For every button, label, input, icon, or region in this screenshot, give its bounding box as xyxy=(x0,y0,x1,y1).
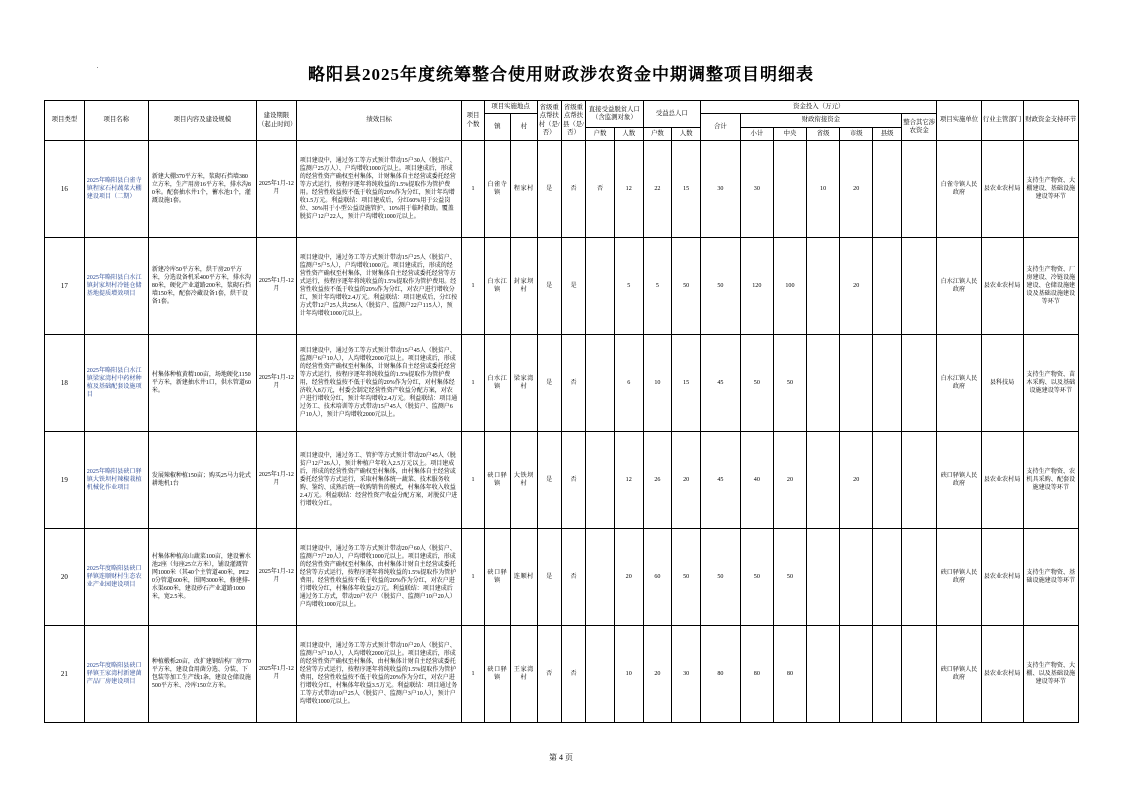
cell-city xyxy=(840,626,873,723)
cell-city: 20 xyxy=(840,238,873,335)
cell-ben-households: 5 xyxy=(643,238,672,335)
cell-city xyxy=(840,335,873,432)
cell-performance: 项目建设中，通过务工等方式预计带动10户20人（脱贫户、监测户3户10人），人均增收2000元以上。项目建成后，形成的经营性资产确权至村集体，由村集体计财自主经营或委托经营等方式运行，按程序逐年将纯收益的1.5%提取作为管护费用，经营性收益按不低于收益的20%作为分红，对农户进行增收分红，村集体年收益3.5万元。利益联结：项目通过务工等方式带动10户25人（脱贫户、监测户3户10人），预计户均增收1000元以上。 xyxy=(296,626,462,723)
th-direct-people: 人数 xyxy=(614,127,643,140)
th-direct-households: 户数 xyxy=(586,127,615,140)
cell-support-link: 支持生产物资、厂房建设、冷链设施建设、仓储设施建设及基础设施建设等环节 xyxy=(1023,238,1078,335)
cell-subtotal: 80 xyxy=(740,626,773,723)
cell-key-county: 否 xyxy=(561,141,585,238)
cell-key-village: 否 xyxy=(537,626,561,723)
cell-province xyxy=(807,238,840,335)
cell-key-county: 否 xyxy=(561,529,585,626)
cell-county xyxy=(873,432,902,529)
th-county: 县级 xyxy=(873,127,902,140)
cell-key-village: 是 xyxy=(537,529,561,626)
cell-central: 80 xyxy=(773,626,806,723)
cell-other-funds xyxy=(901,141,936,238)
cell-county xyxy=(873,626,902,723)
page-footer: 第 4 页 xyxy=(549,753,573,762)
cell-performance: 项目建设中，通过务工等方式预计带动15户25人（脱贫户、监测户5户5人），户均增收1000元。项目建成后，形成的经营性资产确权至村集体，计财集体自主经营或委托经营等方式运行，按程序逐年将纯收益的1.5%提取作为管护费用。经营性收益按不低于收益的20%作为分红，对农户进行增收分红，预计年均增收2.4万元。利益联结：项目建成后，分红按方式带12户25人共256人（脱贫户、监测户22户115人），预计年均增收1000元以上。 xyxy=(296,238,462,335)
cell-county xyxy=(873,238,902,335)
cell-other-funds xyxy=(901,529,936,626)
cell-city: 20 xyxy=(840,141,873,238)
cell-central: 20 xyxy=(773,432,806,529)
cell-impl-unit: 白水江镇人民政府 xyxy=(937,335,981,432)
cell-period: 2025年1月-12月 xyxy=(257,335,297,432)
cell-count: 1 xyxy=(462,141,484,238)
cell-count: 1 xyxy=(462,626,484,723)
table-body xyxy=(45,141,1079,723)
cell-support-link: 支持生产物资、农机具采购、配套设施建设等环节 xyxy=(1023,432,1078,529)
table-row xyxy=(45,626,1079,723)
cell-industry-dept: 县农业农村局 xyxy=(981,626,1023,723)
cell-no: 17 xyxy=(45,238,85,335)
cell-performance: 项目建设中，通过务工、管护等方式预计带动20户45人（脱贫户12户26人），预计种植户年收入2.5万元以上。项目建成后，形成的经营性资产确权至村集体，由村集体自主经营或委托经营等方式运行，采取村集体统一蔬菜、技术服务收购、鉴约、成熟后统一收购销售的模式，村集体年收入收益2.4万元。利益联结：经营性资产收益分配方案，对脱贫户进行增收分红。 xyxy=(296,432,462,529)
cell-count: 1 xyxy=(462,529,484,626)
cell-ben-households: 10 xyxy=(643,335,672,432)
cell-performance: 项目建设中，通过务工等方式预计带动15户45人（脱贫户、监测户6户10人），人均增收2000元以上。项目建成后，形成的经营性资产确权至村集体，计财集体自主经营或委托经营等方式运行，按程序逐年将纯收益的1.5%提取作为管护费用，经营性收益按不低于收益的20%作为分红，对村集体经济收入8万元，村委会制定经营性资产收益分配方案，对农户进行增收分红，预计年均增收2.4万元。利益联结：项目通过务工、技术培训等方式带动15户45人（脱贫户、监测户6户10人），预计户均增收2000元以上。 xyxy=(296,335,462,432)
cell-key-village: 是 xyxy=(537,335,561,432)
cell-town: 白雀寺镇 xyxy=(484,141,511,238)
cell-project-name: 2025年度略阳县硖口驿镇王家湾村新建菌产品厂房建设项目 xyxy=(84,626,148,723)
th-impl-town: 镇 xyxy=(484,114,511,141)
table-row xyxy=(45,529,1079,626)
cell-subtotal: 50 xyxy=(740,529,773,626)
th-province-key-county: 省级重点帮扶县（是/否） xyxy=(561,101,585,141)
cell-count: 1 xyxy=(462,335,484,432)
th-fiscal-subsidy: 财政衔接资金 xyxy=(740,114,901,127)
th-impl-unit: 项目实施单位 xyxy=(937,101,981,141)
cell-performance: 项目建设中，通过务工等方式预计带动20户60人（脱贫户、监测户7户20人），户均增收1000元以上。项目建成后，形成的经营性资产确权至村集体，由村集体计财自主经营或委托经营等方式运行，按程序逐年将纯收益的1.5%提取作为管护费用。经营性收益按不低于收益的20%作为分红，对农户进行增收分红，村集体年收益2万元。利益联结：项目建成后通过务工方式，带动20户农户（脱贫户、监测户10户20人）户均增收1000元以上。 xyxy=(296,529,462,626)
cell-total: 30 xyxy=(701,141,741,238)
th-city: 市级 xyxy=(840,127,873,140)
cell-poor-people: 10 xyxy=(614,626,643,723)
cell-village: 大铁坝村 xyxy=(511,432,538,529)
cell-ben-people: 50 xyxy=(672,238,701,335)
cell-central: 50 xyxy=(773,529,806,626)
cell-count: 1 xyxy=(462,238,484,335)
th-industry-dept: 行业主管部门 xyxy=(981,101,1023,141)
page-title: 略阳县2025年度统筹整合使用财政涉农资金中期调整项目明细表 xyxy=(308,65,814,84)
table-row xyxy=(45,335,1079,432)
cell-content: 种植椴栎20亩，改扩建钢结构厂房770平方米，建设食用菌分选、分装、下包装等加工生产线1条，建设仓储设施500平方米、冷库150立方米。 xyxy=(148,626,256,723)
cell-industry-dept: 县农业农村局 xyxy=(981,432,1023,529)
table-row xyxy=(45,238,1079,335)
th-total: 合计 xyxy=(701,114,741,141)
cell-poor-people: 20 xyxy=(614,529,643,626)
cell-subtotal: 120 xyxy=(740,238,773,335)
cell-key-county: 否 xyxy=(561,432,585,529)
cell-other-funds xyxy=(901,335,936,432)
cell-province xyxy=(807,335,840,432)
th-subtotal: 小计 xyxy=(740,127,773,140)
cell-poor-people: 5 xyxy=(614,238,643,335)
cell-period: 2025年1月-12月 xyxy=(257,529,297,626)
cell-other-funds xyxy=(901,626,936,723)
cell-province xyxy=(807,626,840,723)
cell-industry-dept: 县农业农村局 xyxy=(981,141,1023,238)
cell-content: 新建大棚370平方米，浆砌石挡墙380立方米，生产用房16平方米，排水沟80米。配套抽水井1个，蓄水池1个，灌溉设施1套。 xyxy=(148,141,256,238)
cell-central: 50 xyxy=(773,335,806,432)
cell-poor-households xyxy=(586,432,615,529)
cell-no: 18 xyxy=(45,335,85,432)
cell-town: 硖口驿镇 xyxy=(484,626,511,723)
cell-period: 2025年1月-12月 xyxy=(257,626,297,723)
cell-key-county: 否 xyxy=(561,335,585,432)
project-detail-table xyxy=(44,100,1079,723)
cell-central xyxy=(773,141,806,238)
th-project-type: 项目类型 xyxy=(45,101,85,141)
cell-period: 2025年1月-12月 xyxy=(257,141,297,238)
cell-poor-households xyxy=(586,529,615,626)
th-other-funds: 整合其它涉农资金 xyxy=(901,114,936,141)
th-province: 省级 xyxy=(807,127,840,140)
cell-impl-unit: 白水江镇人民政府 xyxy=(937,238,981,335)
cell-support-link: 支持生产物资、苗木采购、以及基础设施建设等环节 xyxy=(1023,335,1078,432)
cell-industry-dept: 县科技局 xyxy=(981,335,1023,432)
cell-content: 新建冷库50平方米，烘干房20平方米，分选设备机采400平方米，排水沟80米，硬化产业道路200米，浆砌石挡墙150米，配套冷藏设备1套，烘干设备1套。 xyxy=(148,238,256,335)
th-benefit-total: 受益总人口 xyxy=(643,101,700,128)
cell-other-funds xyxy=(901,238,936,335)
cell-impl-unit: 硖口驿镇人民政府 xyxy=(937,626,981,723)
th-benefit-households: 户数 xyxy=(643,127,672,140)
cell-no: 21 xyxy=(45,626,85,723)
cell-project-name: 2025年略阳县白水江镇梁家湾村中药材种植及基础配套设施项目 xyxy=(84,335,148,432)
cell-village: 梁家湾村 xyxy=(511,335,538,432)
cell-total: 50 xyxy=(701,529,741,626)
cell-ben-people: 15 xyxy=(672,335,701,432)
cell-ben-households: 26 xyxy=(643,432,672,529)
cell-province: 10 xyxy=(807,141,840,238)
cell-impl-unit: 硖口驿镇人民政府 xyxy=(937,432,981,529)
cell-town: 白水江镇 xyxy=(484,238,511,335)
cell-ben-people: 30 xyxy=(672,626,701,723)
cell-ben-people: 15 xyxy=(672,141,701,238)
cell-total: 45 xyxy=(701,432,741,529)
cell-province xyxy=(807,529,840,626)
cell-key-village: 是 xyxy=(537,432,561,529)
cell-key-county: 否 xyxy=(561,626,585,723)
cell-town: 白水江镇 xyxy=(484,335,511,432)
cell-poor-people: 12 xyxy=(614,432,643,529)
cell-content: 发展辣椒种植150亩；购买25马力轮式耕地机1台 xyxy=(148,432,256,529)
cell-period: 2025年1月-12月 xyxy=(257,238,297,335)
cell-province xyxy=(807,432,840,529)
cell-performance: 项目建设中，通过务工等方式预计带动15户30人（脱贫户、监测户25万人）、户均增收1000元以上。项目建成后，形成的经营性资产确权至村集体，计财集体自主经营或委托经营等方式运行，按程序逐年将纯收益的1.5%提取作为管护费用。经营性收益按不低于收益的20%作为分红，预计年均增收1.5万元。利益联结：项目建成后，分红60%用于公益岗位、30%用于小型公益设施管护、10%用于临时救助。覆盖脱贫户12户22人，预计户均增收1000元以上。 xyxy=(296,141,462,238)
table-row xyxy=(45,432,1079,529)
cell-industry-dept: 县农业农村局 xyxy=(981,238,1023,335)
th-project-count: 项目个数 xyxy=(462,101,484,141)
cell-ben-people: 20 xyxy=(672,432,701,529)
cell-poor-households xyxy=(586,335,615,432)
cell-period: 2025年1月-12月 xyxy=(257,432,297,529)
cell-ben-households: 60 xyxy=(643,529,672,626)
th-province-key-village: 省级重点帮扶村（是/否） xyxy=(537,101,561,141)
cell-key-county: 是 xyxy=(561,238,585,335)
cell-town: 硖口驿镇 xyxy=(484,432,511,529)
cell-count: 1 xyxy=(462,432,484,529)
cell-other-funds xyxy=(901,432,936,529)
cell-total: 80 xyxy=(701,626,741,723)
cell-total: 45 xyxy=(701,335,741,432)
cell-support-link: 支持生产物资、大棚建设、基础设施建设等环节 xyxy=(1023,141,1078,238)
cell-city: 20 xyxy=(840,432,873,529)
cell-project-name: 2025年略阳县硖口驿镇大铁坝村辣椒栽植机械化作业项目 xyxy=(84,432,148,529)
cell-ben-people: 50 xyxy=(672,529,701,626)
cell-village: 程家村 xyxy=(511,141,538,238)
cell-ben-households: 20 xyxy=(643,626,672,723)
cell-subtotal: 40 xyxy=(740,432,773,529)
cell-project-name: 2025年略阳县白水江镇封家坝村冷链仓储基地提质增效项目 xyxy=(84,238,148,335)
cell-poor-households: 否 xyxy=(586,141,615,238)
cell-village: 连顺村 xyxy=(511,529,538,626)
th-project-name: 项目名称 xyxy=(84,101,148,141)
th-support-link: 财政资金支持环节 xyxy=(1023,101,1078,141)
cell-no: 19 xyxy=(45,432,85,529)
th-central: 中央 xyxy=(773,127,806,140)
th-build-period: 建设期限（起止时间） xyxy=(257,101,297,141)
cell-poor-households xyxy=(586,626,615,723)
cell-impl-unit: 硖口驿镇人民政府 xyxy=(937,529,981,626)
cell-impl-unit: 白雀寺镇人民政府 xyxy=(937,141,981,238)
cell-county xyxy=(873,529,902,626)
cell-support-link: 支持生产物资、大棚、以及基础设施建设等环节 xyxy=(1023,626,1078,723)
table-row xyxy=(45,141,1079,238)
cell-industry-dept: 县农业农村局 xyxy=(981,529,1023,626)
cell-city xyxy=(840,529,873,626)
cell-total: 50 xyxy=(701,238,741,335)
cell-project-name: 2025年度略阳县硖口驿镇连顺财村生态农业产业园建设项目 xyxy=(84,529,148,626)
th-impl-location: 项目实施地点 xyxy=(484,101,537,114)
cell-poor-households xyxy=(586,238,615,335)
cell-village: 王家湾村 xyxy=(511,626,538,723)
cell-town: 硖口驿镇 xyxy=(484,529,511,626)
table xyxy=(44,100,1079,723)
cell-ben-households: 22 xyxy=(643,141,672,238)
cell-project-name: 2025年略阳县白雀寺镇程家石村蔬菜大棚建设项目（二期） xyxy=(84,141,148,238)
cell-no: 16 xyxy=(45,141,85,238)
cell-poor-people: 6 xyxy=(614,335,643,432)
cell-county xyxy=(873,335,902,432)
table-header-row-1 xyxy=(45,101,1079,114)
th-direct-poor-pop: 直接受益脱贫人口（含监测对象） xyxy=(586,101,643,128)
cell-content: 村集体种植黄精100亩，场地硬化1150平方米，新建抽水井1口，供水管道60米。 xyxy=(148,335,256,432)
cell-county xyxy=(873,141,902,238)
cell-village: 封家坝村 xyxy=(511,238,538,335)
th-funds-invest: 资金投入（万元） xyxy=(701,101,937,114)
th-content-scale: 项目内容及建设规模 xyxy=(148,101,256,141)
cell-no: 20 xyxy=(45,529,85,626)
cell-key-village: 是 xyxy=(537,238,561,335)
cell-content: 村集体种植高山蔬菜100亩，建设蓄水池2座（每座25立方米），铺设灌溉管网1000米（其40个主管道400米，PE20分管道600米，围网3000米，修建排水渠600米，建设砂石产业道路1000米，宽2.5米。 xyxy=(148,529,256,626)
cell-poor-people: 12 xyxy=(614,141,643,238)
th-impl-village: 村 xyxy=(511,114,538,141)
cell-key-village: 是 xyxy=(537,141,561,238)
corner-mark: · xyxy=(96,62,99,72)
th-benefit-people: 人数 xyxy=(672,127,701,140)
cell-central: 100 xyxy=(773,238,806,335)
cell-subtotal: 50 xyxy=(740,335,773,432)
cell-subtotal: 30 xyxy=(740,141,773,238)
th-performance-goal: 绩效目标 xyxy=(296,101,462,141)
cell-support-link: 支持生产物资、基础设施建设等环节 xyxy=(1023,529,1078,626)
